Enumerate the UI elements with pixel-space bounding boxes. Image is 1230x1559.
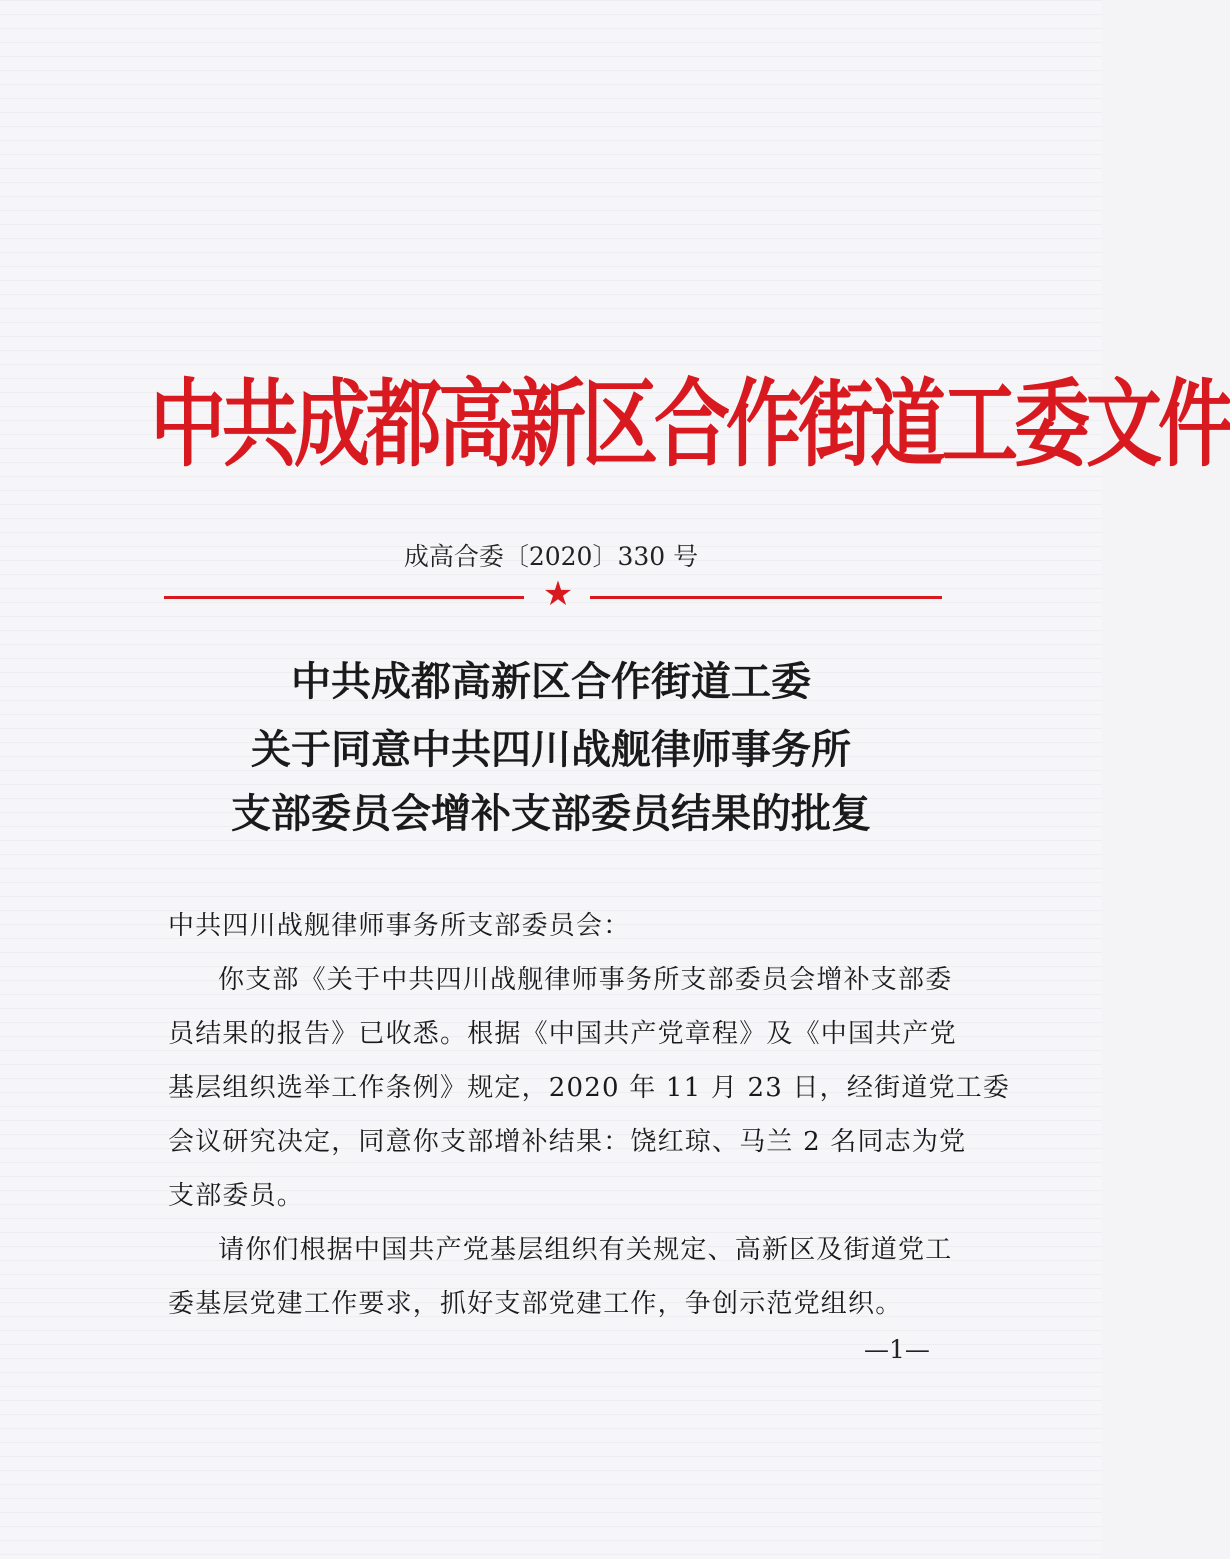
paragraph-1-line-2: 员结果的报告》已收悉。根据《中国共产党章程》及《中国共产党: [168, 1019, 957, 1049]
subject-line-2: 关于同意中共四川战舰律师事务所: [251, 727, 851, 773]
document-number: 成高合委〔2020〕330 号: [403, 542, 699, 571]
page-number: —1—: [864, 1335, 930, 1364]
red-divider-left: [164, 596, 524, 599]
issuer-header-title: 中共成都高新区合作街道工委文件: [150, 368, 1230, 480]
star-icon: ★: [542, 574, 574, 614]
paragraph-1-line-4: 会议研究决定，同意你支部增补结果：饶红琼、马兰 2 名同志为党: [168, 1127, 967, 1157]
red-divider-right: [590, 596, 942, 599]
paragraph-1-line-3: 基层组织选举工作条例》规定，2020 年 11 月 23 日，经街道党工委: [168, 1073, 1011, 1103]
paragraph-1-line-5: 支部委员。: [168, 1181, 305, 1211]
paragraph-1-line-1: 你支部《关于中共四川战舰律师事务所支部委员会增补支部委: [218, 965, 953, 995]
salutation: 中共四川战舰律师事务所支部委员会：: [168, 911, 631, 941]
paragraph-2-line-2: 委基层党建工作要求，抓好支部党建工作，争创示范党组织。: [168, 1289, 903, 1319]
subject-line-3: 支部委员会增补支部委员结果的批复: [231, 791, 871, 837]
subject-line-1: 中共成都高新区合作街道工委: [291, 659, 811, 705]
paragraph-2-line-1: 请你们根据中国共产党基层组织有关规定、高新区及街道党工: [218, 1235, 953, 1265]
